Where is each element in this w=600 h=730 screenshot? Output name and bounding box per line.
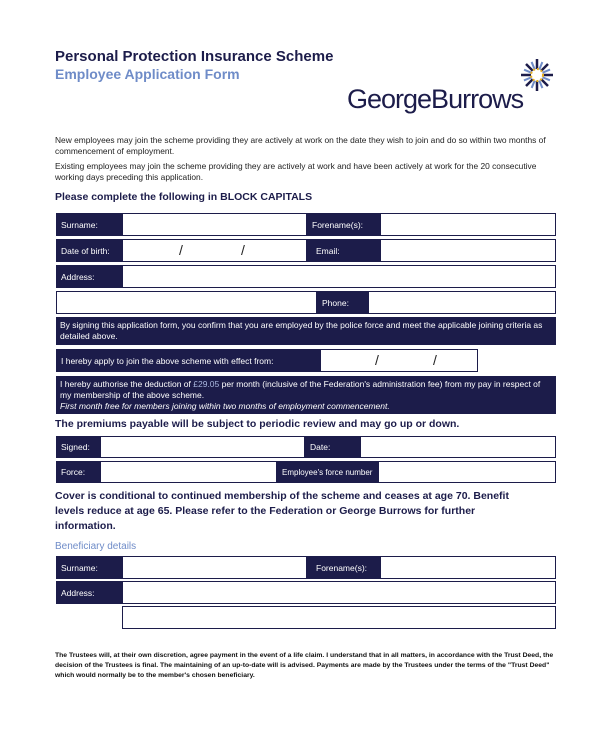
dob-label: Date of birth: bbox=[56, 239, 122, 262]
effective-date-input[interactable] bbox=[320, 349, 478, 372]
address-label: Address: bbox=[56, 265, 122, 288]
beneficiary-surname-input[interactable] bbox=[122, 556, 307, 579]
surname-label: Surname: bbox=[56, 213, 122, 236]
premiums-note: The premiums payable will be subject to periodic review and may go up or down. bbox=[55, 418, 460, 430]
force-number-input[interactable] bbox=[378, 461, 556, 483]
george-burrows-logo: GeorgeBurrows bbox=[347, 84, 524, 114]
phone-label: Phone: bbox=[317, 291, 368, 314]
beneficiary-forenames-input[interactable] bbox=[380, 556, 556, 579]
apply-statement: I hereby apply to join the above scheme with effect from: bbox=[56, 349, 320, 372]
email-label: Email: bbox=[307, 239, 380, 262]
forenames-input[interactable] bbox=[380, 213, 556, 236]
intro-new-employees: New employees may join the scheme providing they are actively at work on the date they wish to join and do so within two months of commencement of employment. bbox=[55, 135, 546, 156]
block-capitals-instruction: Please complete the following in BLOCK CAPITALS bbox=[55, 191, 313, 203]
dob-input[interactable] bbox=[122, 239, 307, 262]
authorise-text: per month (inclusive of the Federation's administration fee) from my pay in respect of my membership of the above scheme. bbox=[60, 379, 541, 400]
form-subtitle: Employee Application Form bbox=[55, 66, 240, 82]
address-input-line2[interactable] bbox=[56, 291, 317, 314]
force-input[interactable] bbox=[100, 461, 277, 483]
force-label: Force: bbox=[56, 461, 100, 483]
force-number-label: Employee's force number bbox=[277, 461, 378, 483]
date-separator: / bbox=[375, 352, 379, 368]
star-logo-icon bbox=[520, 58, 554, 92]
beneficiary-address-input-line2[interactable] bbox=[122, 606, 556, 629]
trustees-disclaimer: The Trustees will, at their own discretion, agree payment in the event of a life claim. I understand that in all matters, in accordance with the Trust Deed, the decision of the Trustees is final. The maintaining of an up-to-date will is advised. Payments are made by the Trustees under the terms of the "Trust Deed" which would normally be to the member's chosen beneficiary. bbox=[55, 652, 554, 679]
forenames-label: Forename(s): bbox=[307, 213, 380, 236]
date-label: Date: bbox=[305, 436, 360, 458]
date-separator: / bbox=[179, 242, 183, 258]
form-title: Personal Protection Insurance Scheme bbox=[55, 48, 334, 65]
beneficiary-address-label: Address: bbox=[56, 581, 122, 604]
free-month-note: First month free for members joining within two months of employment commencement. bbox=[60, 401, 390, 411]
date-separator: / bbox=[241, 242, 245, 258]
email-input[interactable] bbox=[380, 239, 556, 262]
signature-input[interactable] bbox=[100, 436, 305, 458]
beneficiary-surname-label: Surname: bbox=[56, 556, 122, 579]
date-separator: / bbox=[433, 352, 437, 368]
signed-label: Signed: bbox=[56, 436, 100, 458]
authorise-statement bbox=[56, 376, 556, 414]
beneficiary-forenames-label: Forename(s): bbox=[307, 556, 380, 579]
intro-existing-employees: Existing employees may join the scheme providing they are actively at work and have been actively at work for the 20 consecutive working days preceding this application. bbox=[55, 161, 537, 182]
beneficiary-address-input-line1[interactable] bbox=[122, 581, 556, 604]
signing-statement: By signing this application form, you confirm that you are employed by the police force and meet the applicable joining criteria as detailed above. bbox=[56, 317, 556, 345]
beneficiary-heading: Beneficiary details bbox=[55, 541, 137, 552]
address-input-line1[interactable] bbox=[122, 265, 556, 288]
cover-note: Cover is conditional to continued membership of the scheme and ceases at age 70. Benefit levels reduce at age 65. Please refer to the Federation or George Burrows for further information. bbox=[55, 490, 509, 532]
phone-input[interactable] bbox=[368, 291, 556, 314]
authorise-text: I hereby authorise the deduction of bbox=[60, 379, 194, 389]
surname-input[interactable] bbox=[122, 213, 307, 236]
date-input[interactable] bbox=[360, 436, 556, 458]
deduction-amount: £29.05 bbox=[193, 379, 220, 389]
